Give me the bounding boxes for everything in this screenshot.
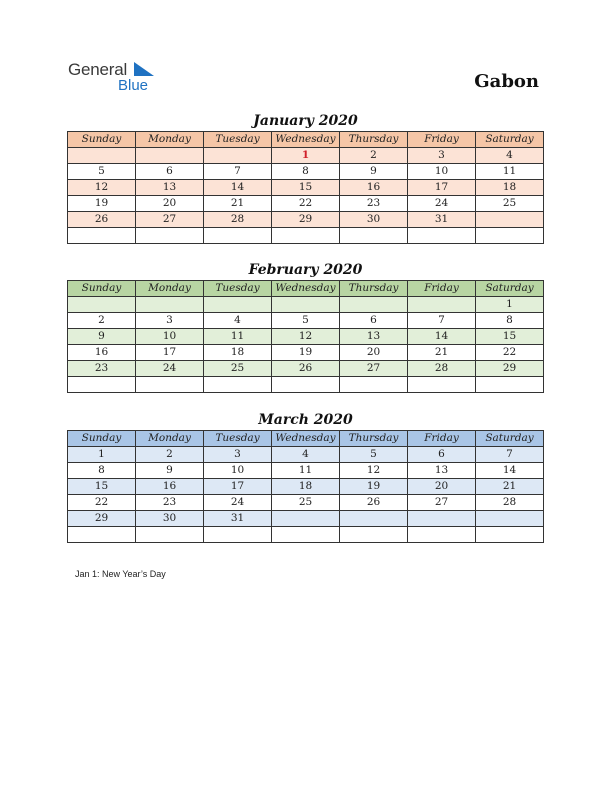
day-cell — [408, 228, 476, 244]
day-cell: 29 — [68, 511, 136, 527]
day-cell: 19 — [340, 479, 408, 495]
day-cell: 7 — [476, 447, 544, 463]
day-cell: 2 — [68, 313, 136, 329]
weekday-header-row — [68, 431, 544, 447]
day-cell: 6 — [408, 447, 476, 463]
day-cell: 21 — [408, 345, 476, 361]
day-cell — [408, 527, 476, 543]
week-row — [68, 511, 544, 527]
day-cell: 15 — [68, 479, 136, 495]
day-cell: 26 — [272, 361, 340, 377]
day-cell: 16 — [340, 180, 408, 196]
calendar-march — [67, 410, 544, 543]
weekday-header: Saturday — [476, 281, 544, 297]
weekday-header: Saturday — [476, 132, 544, 148]
day-cell — [408, 511, 476, 527]
day-cell: 10 — [408, 164, 476, 180]
day-cell: 15 — [272, 180, 340, 196]
weekday-header: Friday — [408, 132, 476, 148]
week-row — [68, 212, 544, 228]
day-cell: 9 — [68, 329, 136, 345]
day-cell: 14 — [204, 180, 272, 196]
day-cell — [272, 297, 340, 313]
day-cell: 30 — [340, 212, 408, 228]
day-cell — [68, 377, 136, 393]
day-cell — [68, 297, 136, 313]
day-cell: 20 — [408, 479, 476, 495]
day-cell: 5 — [68, 164, 136, 180]
day-cell: 11 — [272, 463, 340, 479]
day-cell: 9 — [340, 164, 408, 180]
day-cell — [340, 377, 408, 393]
day-cell: 13 — [340, 329, 408, 345]
weekday-header: Tuesday — [204, 281, 272, 297]
day-cell — [476, 212, 544, 228]
weekday-header: Monday — [136, 281, 204, 297]
day-cell: 17 — [408, 180, 476, 196]
day-cell: 17 — [136, 345, 204, 361]
month-table — [67, 131, 544, 244]
holiday-note: Jan 1: New Year’s Day — [75, 569, 166, 579]
day-cell: 29 — [272, 212, 340, 228]
day-cell — [340, 511, 408, 527]
day-cell — [340, 527, 408, 543]
day-cell — [204, 228, 272, 244]
weekday-header: Tuesday — [204, 431, 272, 447]
week-row — [68, 479, 544, 495]
day-cell: 8 — [476, 313, 544, 329]
day-cell: 15 — [476, 329, 544, 345]
month-title: January 2020 — [253, 113, 358, 129]
weekday-header: Sunday — [68, 431, 136, 447]
month-title: February 2020 — [248, 262, 363, 278]
day-cell: 23 — [68, 361, 136, 377]
day-cell: 31 — [408, 212, 476, 228]
day-cell: 7 — [204, 164, 272, 180]
month-title: March 2020 — [258, 412, 353, 428]
weekday-header: Tuesday — [204, 132, 272, 148]
weekday-header: Sunday — [68, 281, 136, 297]
week-row — [68, 148, 544, 164]
day-cell — [476, 511, 544, 527]
day-cell: 8 — [68, 463, 136, 479]
day-cell — [204, 527, 272, 543]
week-row — [68, 180, 544, 196]
day-cell: 12 — [340, 463, 408, 479]
day-cell: 19 — [272, 345, 340, 361]
week-row — [68, 164, 544, 180]
day-cell — [68, 228, 136, 244]
day-cell: 2 — [136, 447, 204, 463]
day-cell: 1 — [68, 447, 136, 463]
day-cell: 11 — [476, 164, 544, 180]
week-row — [68, 228, 544, 244]
weekday-header: Friday — [408, 281, 476, 297]
day-cell: 6 — [340, 313, 408, 329]
week-row — [68, 297, 544, 313]
weekday-header-row — [68, 281, 544, 297]
day-cell: 14 — [408, 329, 476, 345]
day-cell — [68, 527, 136, 543]
day-cell: 24 — [204, 495, 272, 511]
day-cell — [136, 527, 204, 543]
day-cell: 31 — [204, 511, 272, 527]
day-cell — [68, 148, 136, 164]
day-cell: 10 — [136, 329, 204, 345]
day-cell — [272, 511, 340, 527]
day-cell — [272, 377, 340, 393]
weekday-header: Friday — [408, 431, 476, 447]
day-cell: 27 — [340, 361, 408, 377]
week-row — [68, 196, 544, 212]
day-cell: 4 — [204, 313, 272, 329]
day-cell: 25 — [272, 495, 340, 511]
week-row — [68, 313, 544, 329]
day-cell: 17 — [204, 479, 272, 495]
weekday-header: Monday — [136, 132, 204, 148]
day-cell: 27 — [136, 212, 204, 228]
week-row — [68, 377, 544, 393]
weekday-header: Thursday — [340, 281, 408, 297]
logo-general-text: General — [68, 60, 128, 79]
day-cell: 19 — [68, 196, 136, 212]
day-cell: 21 — [476, 479, 544, 495]
day-cell: 12 — [272, 329, 340, 345]
week-row — [68, 463, 544, 479]
weekday-header: Thursday — [340, 132, 408, 148]
day-cell: 14 — [476, 463, 544, 479]
day-cell — [340, 228, 408, 244]
week-row — [68, 495, 544, 511]
day-cell: 12 — [68, 180, 136, 196]
day-cell: 9 — [136, 463, 204, 479]
weekday-header-row — [68, 132, 544, 148]
day-cell — [136, 228, 204, 244]
calendar-january — [67, 111, 544, 244]
day-cell: 20 — [136, 196, 204, 212]
day-cell — [204, 297, 272, 313]
week-row — [68, 361, 544, 377]
day-cell: 26 — [340, 495, 408, 511]
day-cell: 3 — [204, 447, 272, 463]
day-cell — [340, 297, 408, 313]
day-cell: 11 — [204, 329, 272, 345]
day-cell: 8 — [272, 164, 340, 180]
week-row — [68, 345, 544, 361]
day-cell — [272, 228, 340, 244]
day-cell: 5 — [272, 313, 340, 329]
day-cell: 2 — [340, 148, 408, 164]
logo-triangle-icon — [134, 62, 154, 76]
day-cell: 26 — [68, 212, 136, 228]
day-cell: 13 — [136, 180, 204, 196]
day-cell: 28 — [476, 495, 544, 511]
day-cell: 24 — [408, 196, 476, 212]
day-cell: 21 — [204, 196, 272, 212]
day-cell: 25 — [476, 196, 544, 212]
month-table — [67, 280, 544, 393]
day-cell: 3 — [136, 313, 204, 329]
day-cell — [408, 377, 476, 393]
week-row — [68, 527, 544, 543]
day-cell: 18 — [272, 479, 340, 495]
day-cell: 18 — [476, 180, 544, 196]
day-cell: 27 — [408, 495, 476, 511]
day-cell: 22 — [272, 196, 340, 212]
weekday-header: Thursday — [340, 431, 408, 447]
day-cell: 3 — [408, 148, 476, 164]
day-cell: 28 — [204, 212, 272, 228]
day-cell: 7 — [408, 313, 476, 329]
week-row — [68, 329, 544, 345]
day-cell: 28 — [408, 361, 476, 377]
day-cell: 10 — [204, 463, 272, 479]
day-cell — [136, 377, 204, 393]
day-cell — [136, 148, 204, 164]
day-cell — [204, 377, 272, 393]
country-title: Gabon — [474, 71, 539, 92]
day-cell: 23 — [340, 196, 408, 212]
day-cell — [204, 148, 272, 164]
day-cell: 16 — [136, 479, 204, 495]
day-cell: 23 — [136, 495, 204, 511]
day-cell: 24 — [136, 361, 204, 377]
day-cell: 22 — [68, 495, 136, 511]
day-cell — [476, 228, 544, 244]
day-cell: 25 — [204, 361, 272, 377]
day-cell: 22 — [476, 345, 544, 361]
day-cell: 29 — [476, 361, 544, 377]
day-cell: 16 — [68, 345, 136, 361]
day-cell: 13 — [408, 463, 476, 479]
weekday-header: Wednesday — [272, 132, 340, 148]
day-cell: 1 — [476, 297, 544, 313]
weekday-header: Sunday — [68, 132, 136, 148]
day-cell: 18 — [204, 345, 272, 361]
day-cell: 6 — [136, 164, 204, 180]
day-cell: 4 — [272, 447, 340, 463]
day-cell: 5 — [340, 447, 408, 463]
calendar-february — [67, 260, 544, 393]
day-cell — [136, 297, 204, 313]
day-cell: 30 — [136, 511, 204, 527]
weekday-header: Saturday — [476, 431, 544, 447]
weekday-header: Wednesday — [272, 431, 340, 447]
day-cell: 4 — [476, 148, 544, 164]
logo-blue-text: Blue — [118, 77, 149, 94]
day-cell — [476, 527, 544, 543]
month-table — [67, 430, 544, 543]
day-cell — [408, 297, 476, 313]
week-row — [68, 447, 544, 463]
weekday-header: Monday — [136, 431, 204, 447]
day-cell: 20 — [340, 345, 408, 361]
day-cell — [476, 377, 544, 393]
day-cell — [272, 527, 340, 543]
day-cell: 1 — [272, 148, 340, 164]
logo — [68, 60, 168, 96]
weekday-header: Wednesday — [272, 281, 340, 297]
